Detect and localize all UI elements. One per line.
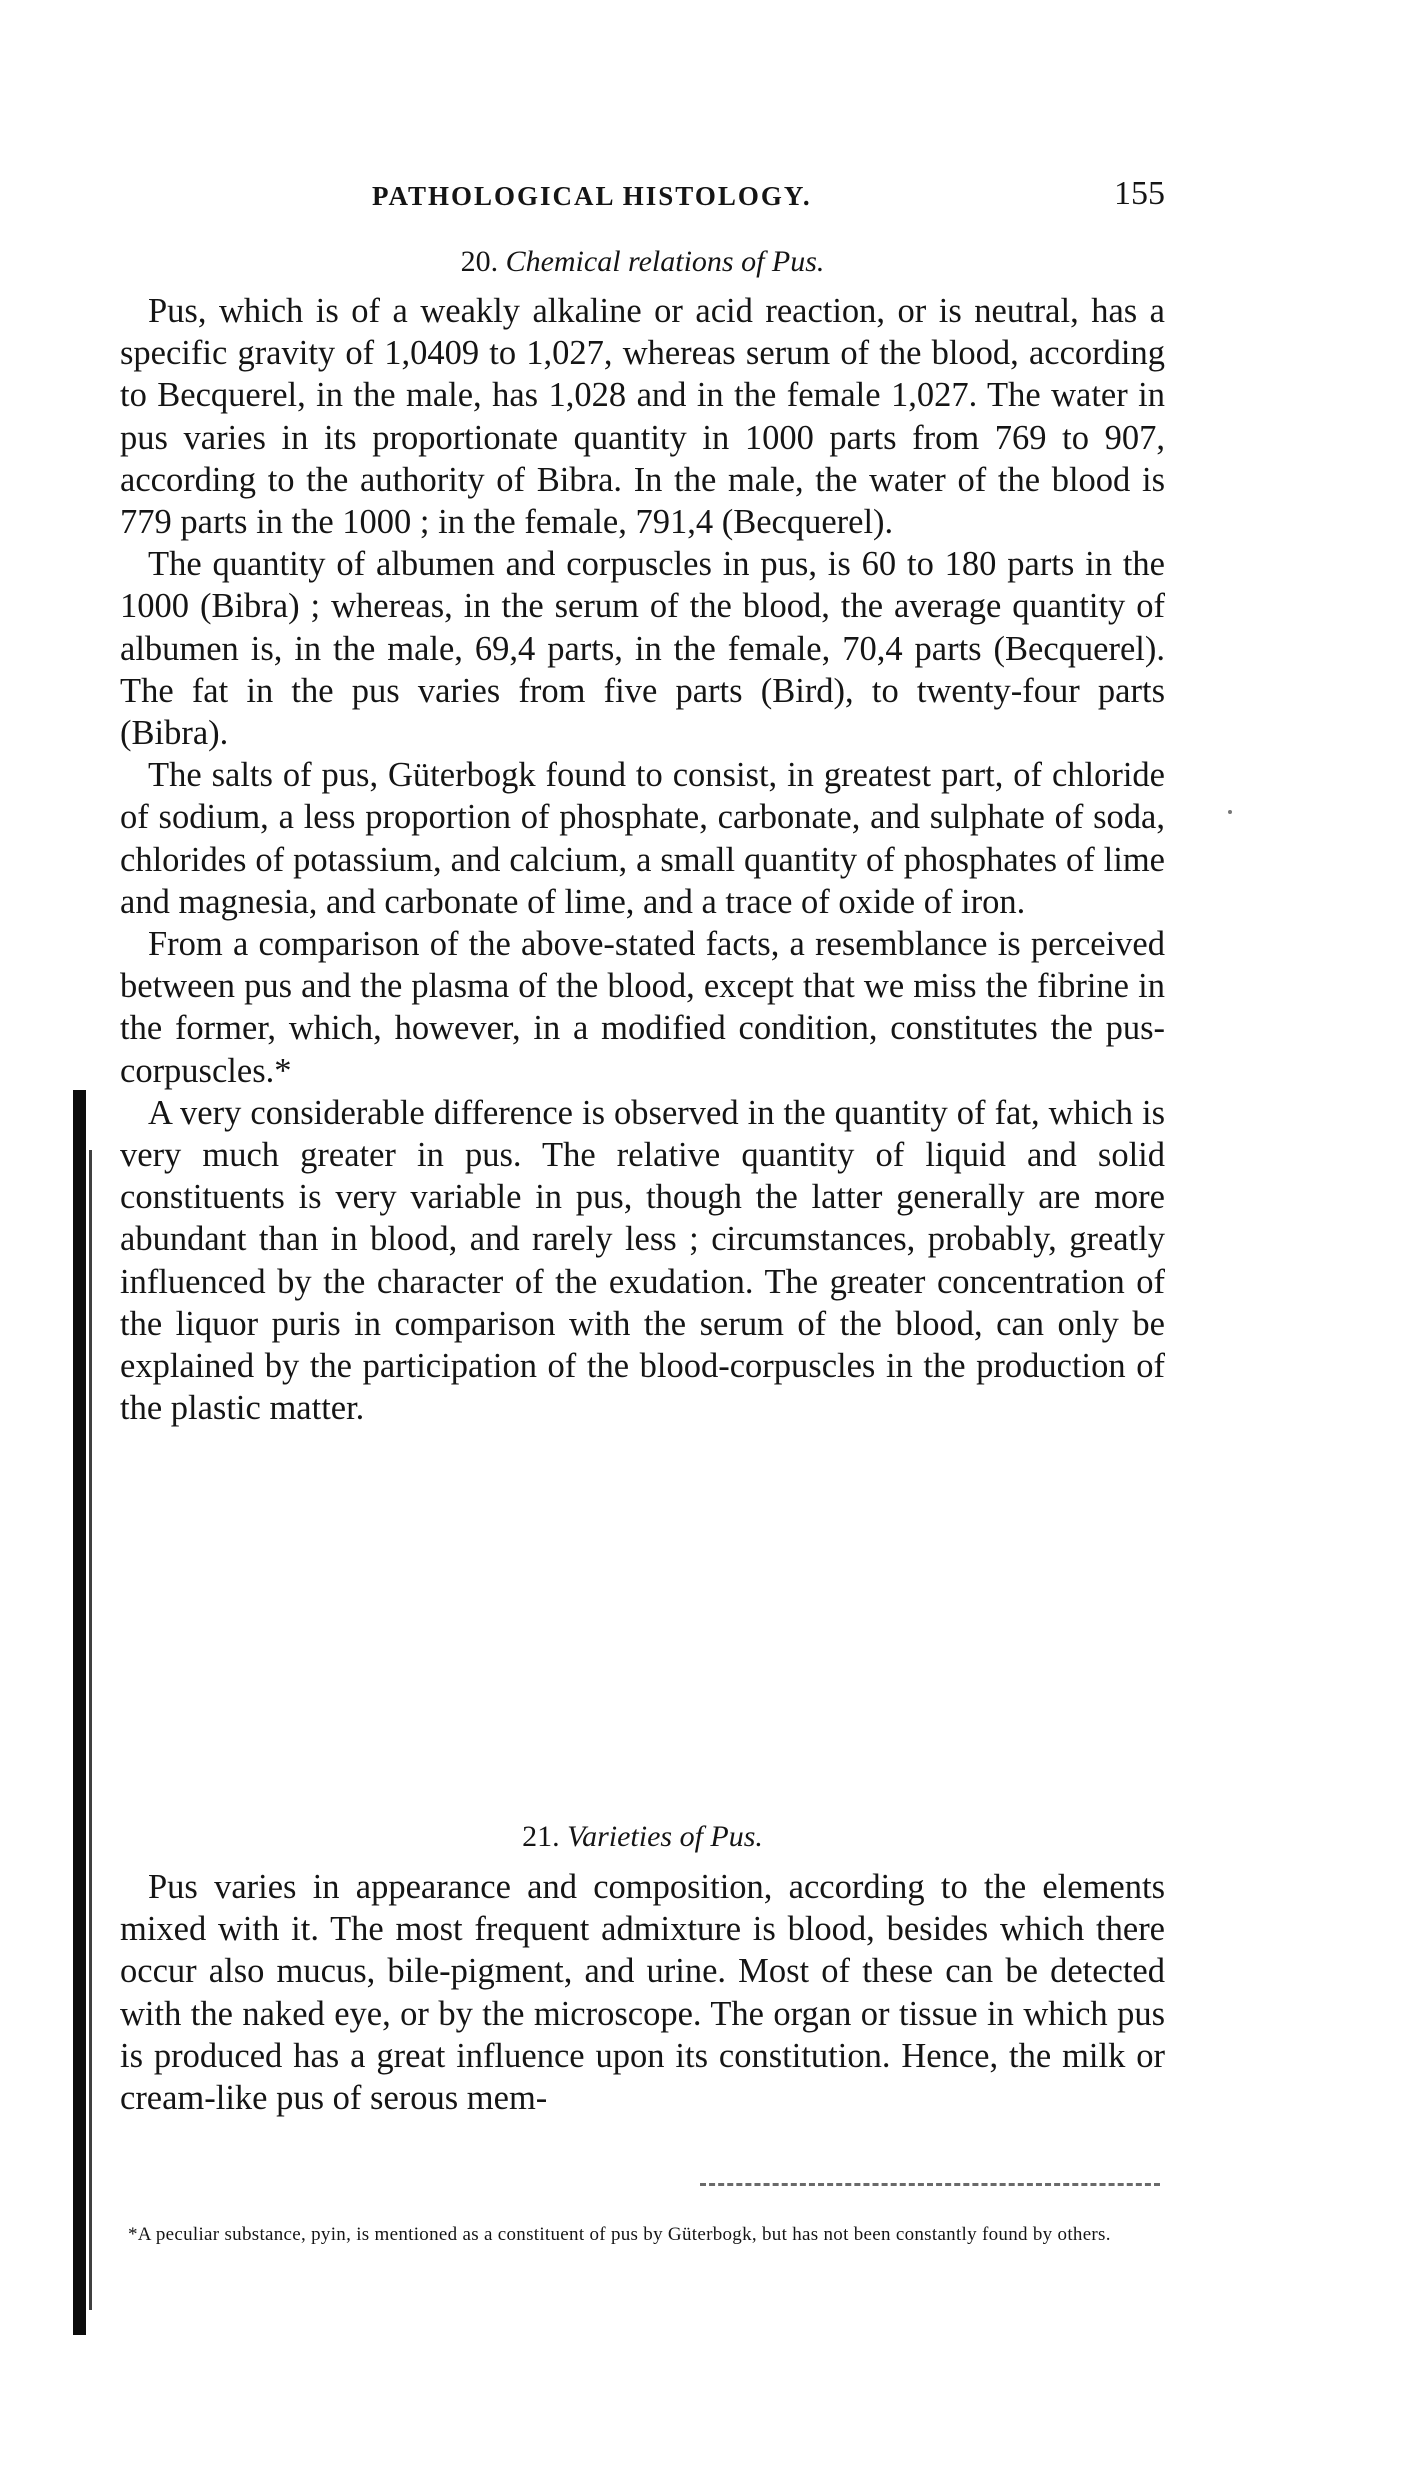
section-20-body [120, 290, 1165, 1429]
section-20-heading [120, 245, 1165, 279]
binding-shadow [73, 1090, 86, 2335]
paragraph: From a comparison of the above-stated facts, a resemblance is perceived between pus and the plasma of the blood, except that we miss the fibrine in the former, which, however, in a modified condition, constitutes the pus-corpuscles.* [120, 925, 1165, 1090]
paper-speck [1228, 810, 1232, 814]
section-21-title: Varieties of Pus. [567, 1820, 763, 1853]
running-head: PATHOLOGICAL HISTOLOGY. [372, 181, 812, 211]
section-20-number: 20. [460, 245, 499, 278]
paragraph: Pus, which is of a weakly alkaline or acid reaction, or is neutral, has a specific gravity of 1,0409 to 1,027, whereas serum of the blood, according to Becquerel, in the male, has 1,028 and in the female 1,027. The water in pus varies in its proportionate quantity in 1000 parts from 769 to 907, according to the authority of Bibra. In the male, the water of the blood is 779 parts in the 1000 ; in the female, 791,4 (Becquerel). [120, 292, 1165, 542]
binding-shadow-edge [89, 1150, 92, 2310]
paragraph: Pus varies in appearance and composition, according to the elements mixed with it. The most frequent admixture is blood, besides which there occur also mucus, bile-pigment, and urine. Most of these can be detected with the naked eye, or by the microscope. The organ or tissue in which pus is produced has a great influence upon its constitution. Hence, the milk or cream-like pus of serous mem- [120, 1868, 1165, 2118]
paragraph: A very considerable difference is observed in the quantity of fat, which is very much greater in pus. The relative quantity of liquid and solid constituents is very variable in pus, though the latter generally are more abundant than in blood, and rarely less ; circumstances, probably, greatly influenced by the character of the exudation. The greater concentration of the liquor puris in comparison with the serum of the blood, can only be explained by the participation of the blood-corpuscles in the production of the plastic matter. [120, 1093, 1165, 1428]
section-20-title: Chemical relations of Pus. [505, 245, 825, 278]
paragraph: The quantity of albumen and corpuscles in pus, is 60 to 180 parts in the 1000 (Bibra) ; whereas, in the serum of the blood, the average quantity of albumen is, in the male, 69,4 parts, in the female, 70,4 parts (Becquerel). The fat in the pus varies from five parts (Bird), to twenty-four parts (Bibra). [120, 545, 1165, 753]
paragraph: The salts of pus, Güterbogk found to consist, in greatest part, of chloride of sodium, a less proportion of phosphate, carbonate, and sulphate of soda, chlorides of potassium, and calcium, a small quantity of phosphates of lime and magnesia, and carbonate of lime, and a trace of oxide of iron. [120, 756, 1165, 921]
section-21-number: 21. [522, 1820, 560, 1853]
page-number: 155 [1114, 175, 1165, 212]
footnote-divider [700, 2183, 1160, 2186]
section-21-heading [120, 1820, 1165, 1854]
section-21-body [120, 1866, 1165, 2119]
page-header [120, 175, 1165, 225]
footnote: *A peculiar substance, pyin, is mentioned as a constituent of pus by Güterbogk, but has not been constantly found by others. [128, 2224, 1111, 2245]
